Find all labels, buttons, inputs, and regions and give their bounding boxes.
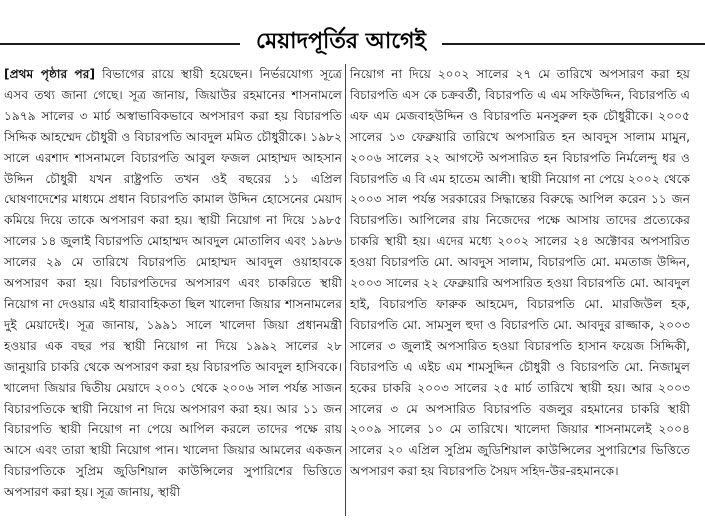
column-divider <box>345 64 346 516</box>
continuation-label: [প্রথম পৃষ্ঠার পর] <box>4 67 96 81</box>
headline-rule-right <box>442 43 705 45</box>
article-column-left <box>4 64 342 503</box>
article-column-right <box>350 64 690 482</box>
headline: মেয়াদপূর্তির আগেই <box>256 29 426 54</box>
right-column-text: নিয়োগ না দিয়ে ২০০২ সালের ২৭ মে তারিখে অপসারণ করা হয় বিচারপতি এস কে চক্রবর্তী, বিচারপতি এ এম সফিউদ্দিন, বিচারপতি এ এফ এম মেজবাহউদ্দিন ও বিচারপতি মনসুরুল হক চৌধুরীকে। ২০০৫ সালের ১৩ ফেব্রুয়ারি তারিখে অপসারিত হন আবদুস সালাম মামুন, ২০০৬ সালের ২২ আগস্টে অপসারিত হন বিচারপতি নির্মলেন্দু ধর ও বিচারপতি এ বি এম হাতেম আলী। স্থায়ী নিয়োগ না পেয়ে ২০০২ থেকে ২০০৩ সাল পর্যন্ত সরকারের সিদ্ধান্তের বিরুদ্ধে আপিল করেন ১১ জন বিচারপতি। আপিলের রায় নিজেদের পক্ষে আসায় তাদের প্রত্যেকের চাকরি স্থায়ী হয়। এদের মধ্যে ২০০২ সালের ২৪ অক্টোবর অপসারিত হওয়া বিচারপতি মো. আবদুস সালাম, বিচারপতি মো. মমতাজ উদ্দিন, ২০০৩ সালের ২২ ফেব্রুয়ারি অপসারিত হওয়া বিচারপতি মো. আবদুল হাই, বিচারপতি ফারুক আহমেদ, বিচারপতি মো. মারজিউল হক, বিচারপতি মো. সামসুল হুদা ও বিচারপতি মো. আবদুর রাজ্জাক, ২০০৩ সালের ৩ জুলাই অপসারিত হওয়া বিচারপতি হাসান ফয়েজ সিদ্দিকী, বিচারপতি এ এইচ এম শামসুদ্দিন চৌধুরী ও বিচারপতি মো. নিজামুল হকের চাকরি ২০০৩ সালের ২৫ মার্চ তারিখে স্থায়ী হয়। আর ২০০৩ সালের ৩ মে অপসারিত বিচারপতি বজলুর রহমানের চাকরি স্থায়ী ২০০৯ সালের ১০ মে তারিখে। খালেদা জিয়ার শাসনামলেই ২০০৪ সালের ২০ এপ্রিল সুপ্রিম জুডিশিয়াল কাউন্সিলের সুপারিশের ভিত্তিতে অপসারণ করা হয় বিচারপতি সৈয়দ সহিদ-উর-রহমানকে। <box>350 67 690 479</box>
headline-rule-left <box>0 43 240 45</box>
left-column-text: বিভাগের রায়ে স্থায়ী হয়েছেন। নির্ভরযোগ্য সূত্রে এসব তথ্য জানা গেছে। সূত্র জানায়, জিয়াউর রহমানের শাসনামলে ১৯৭৯ সালের ৩ মার্চ অস্বাভাবিকভাবে অপসারণ করা হয় বিচারপতি সিদ্দিক আহম্মেদ চৌধুরী ও বিচারপতি আবদুল মমিত চৌধুরীকে। ১৯৮২ সালে এরশাদ শাসনামলে বিচারপতি আবুল ফজল মোহাম্মদ আহসান উদ্দিন চৌধুরী যখন রাষ্ট্রপতি তখন ওই বছরের ১১ এপ্রিল ঘোষণাদেশের মাধ্যমে প্রধান বিচারপতি কামাল উদ্দিন হোসেনের মেয়াদ কমিয়ে দিয়ে তাকে অপসারণ করা হয়। স্থায়ী নিয়োগ না দিয়ে ১৯৮৫ সালের ১৪ জুলাই বিচারপতি মোহাম্মদ আবদুল মোতালিব এবং ১৯৮৬ সালের ২৯ মে তারিখে বিচারপতি মোহাম্মদ আবদুল ওয়াহাবকে অপসারণ করা হয়। বিচারপতিদের অপসারণ এবং চাকরিতে স্থায়ী নিয়োগ না দেওয়ার এই ধারাবাহিকতা ছিল খালেদা জিয়ার শাসনামলের দুই মেয়াদেই। সূত্র জানায়, ১৯৯১ সালে খালেদা জিয়া প্রধানমন্ত্রী হওয়ার এক বছর পর স্থায়ী নিয়োগ না দিয়ে ১৯৯২ সালের ২৮ জানুয়ারি চাকরি থেকে অপসারণ করা হয় বিচারপতি আবদুল হাসিবকে। খালেদা জিয়ার দ্বিতীয় মেয়াদে ২০০১ থেকে ২০০৬ সাল পর্যন্ত সাজন বিচারপতিকে স্থায়ী নিয়োগ না দিয়ে অপসারণ করা হয়। আর ১১ জন বিচারপতি স্থায়ী নিয়োগ না পেয়ে আপিল করলে তাদের পক্ষে রায় আসে এবং তারা স্থায়ী নিয়োগ পান। খালেদা জিয়ার আমলের একজন বিচারপতিকে সুপ্রিম জুডিশিয়াল কাউন্সিলের সুপারিশের ভিত্তিতে অপসারণ করা হয়। সূত্র জানায়, স্থায়ী <box>4 67 342 500</box>
paragraph <box>4 64 342 503</box>
